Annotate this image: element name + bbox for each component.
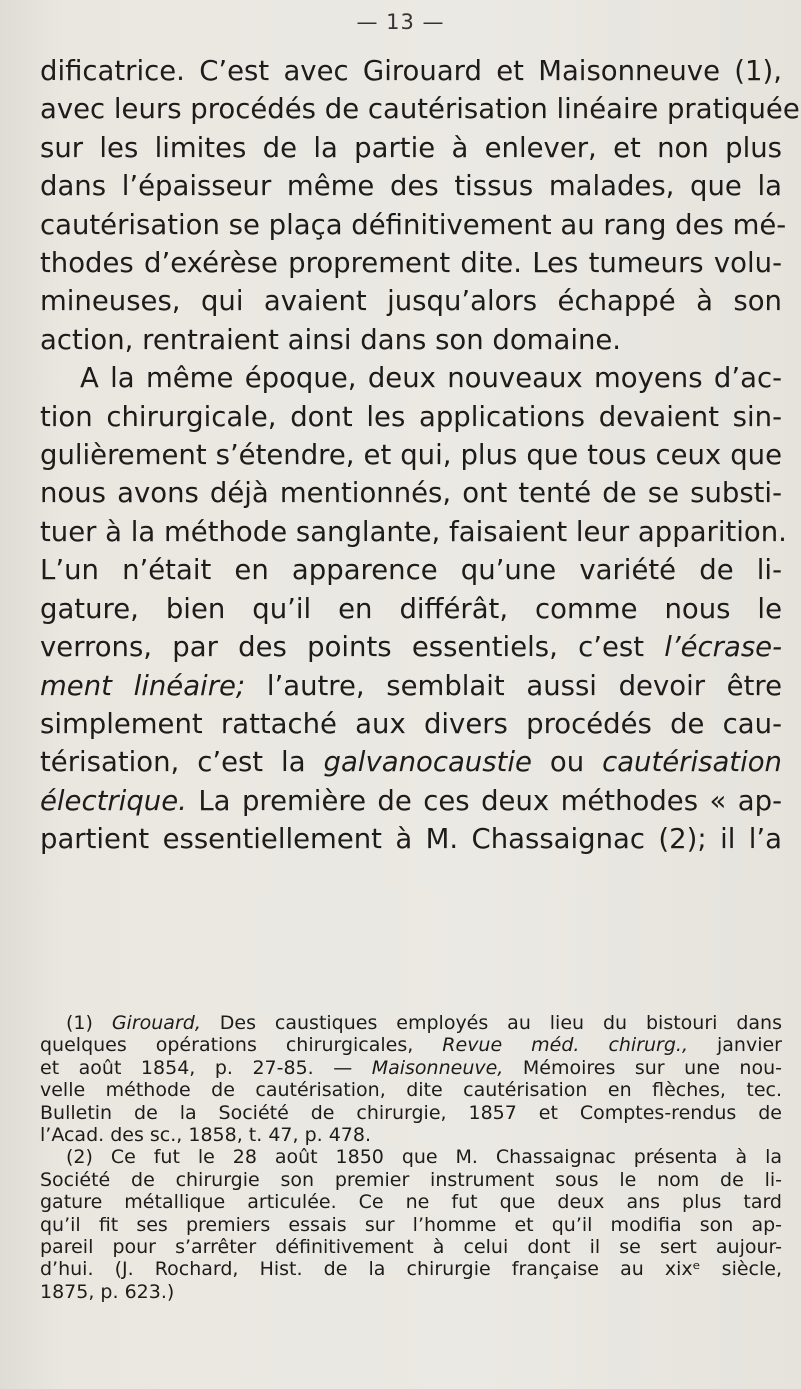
text-run: dans l’épaisseur même des tissus malades, que la — [40, 170, 782, 203]
body-line — [40, 590, 782, 628]
text-run: L’un n’était en apparence qu’une variété de li- — [40, 554, 782, 587]
italic-text: ment linéaire; — [40, 669, 246, 702]
footnote-line — [40, 1124, 782, 1146]
body-line — [40, 52, 782, 90]
italic-text: Girouard, — [111, 1012, 201, 1034]
text-run: térisation, c’est la — [40, 746, 324, 779]
body-line — [40, 167, 782, 205]
text-run: Mémoires sur une nou- — [503, 1056, 782, 1079]
footnote-line — [40, 1102, 782, 1124]
body-line — [40, 244, 782, 282]
text-run: action, rentraient ainsi dans son domaine. — [40, 323, 622, 356]
text-run: quelques opérations chirurgicales, — [40, 1034, 443, 1057]
text-run: partient essentiellement à M. Chassaignac (2); il l’a — [40, 823, 782, 856]
text-run: ou — [531, 746, 603, 779]
text-run: janvier — [688, 1034, 782, 1057]
body-line — [40, 667, 782, 705]
text-run: l’autre, semblait aussi devoir être — [245, 669, 782, 702]
text-run: pareil pour s’arrêter définitivement à celui dont il se sert aujour- — [40, 1236, 782, 1259]
footnote-line — [40, 1146, 782, 1168]
italic-text: Revue méd. chirurg., — [442, 1034, 689, 1057]
text-run: Des caustiques employés au lieu du bistouri dans — [200, 1012, 782, 1034]
body-line — [40, 436, 782, 474]
body-line — [40, 513, 787, 551]
body-line — [40, 129, 782, 167]
body-line — [40, 321, 782, 359]
text-run: qu’il fit ses premiers essais sur l’homme et qu’il modifia son ap- — [40, 1213, 782, 1236]
text-run: A la même époque, deux nouveaux moyens d’ac- — [80, 362, 782, 395]
footnotes — [40, 1012, 782, 1303]
body-line — [40, 820, 782, 858]
text-run: simplement rattaché aux divers procédés de cau- — [40, 707, 782, 740]
body-text — [40, 52, 800, 859]
body-line — [40, 90, 800, 128]
italic-text: l’écrase- — [664, 631, 782, 664]
text-run: tuer à la méthode sanglante, faisaient leur apparition. — [40, 515, 787, 548]
footnote-line — [40, 1281, 782, 1303]
footnote-line — [40, 1214, 782, 1236]
text-run: gature, bien qu’il en différât, comme nous le — [40, 592, 782, 625]
text-run: d’hui. (J. Rochard, Hist. de la chirurgie française au xixᵉ siècle, — [40, 1258, 782, 1281]
footnote-line — [40, 1191, 782, 1213]
text-run: thodes d’exérèse proprement dite. Les tumeurs volu- — [40, 247, 782, 280]
footnote-line — [40, 1236, 782, 1258]
text-run: velle méthode de cautérisation, dite cautérisation en flèches, tec. — [40, 1079, 782, 1102]
text-run: l’Acad. des sc., 1858, t. 47, p. 478. — [40, 1124, 372, 1147]
text-run: mineuses, qui avaient jusqu’alors échappé à son — [40, 285, 782, 318]
footnote-line — [40, 1034, 782, 1056]
text-run: tion chirurgicale, dont les applications devaient sin- — [40, 400, 782, 433]
text-run: avec leurs procédés de cautérisation linéaire pratiquée — [40, 93, 800, 126]
body-line — [40, 474, 782, 512]
text-run: dificatrice. C’est avec Girouard et Maisonneuve (1), — [40, 55, 782, 87]
body-line — [40, 398, 782, 436]
text-run: Bulletin de la Société de chirurgie, 1857 et Comptes-rendus de — [40, 1101, 782, 1124]
text-run: et août 1854, p. 27-85. — — [40, 1056, 372, 1079]
body-line — [40, 782, 782, 820]
footnote-line — [40, 1057, 782, 1079]
text-run: (2) Ce fut le 28 août 1850 que M. Chassaignac présenta à la — [66, 1146, 782, 1169]
page-number: — 13 — — [356, 10, 445, 34]
text-run: gulièrement s’étendre, et qui, plus que tous ceux que — [40, 439, 782, 472]
text-run: sur les limites de la partie à enlever, et non plus — [40, 131, 782, 164]
italic-text: Maisonneuve, — [371, 1056, 504, 1079]
body-line — [40, 551, 782, 589]
text-run: verrons, par des points essentiels, c’est — [40, 631, 665, 664]
italic-text: électrique. — [40, 784, 187, 817]
text-run: nous avons déjà mentionnés, ont tenté de se substi- — [40, 477, 782, 510]
body-line — [40, 628, 782, 666]
body-line — [40, 282, 782, 320]
text-run: La première de ces deux méthodes « ap- — [186, 784, 782, 817]
footnote-line — [40, 1169, 782, 1191]
body-line — [40, 705, 782, 743]
text-run: (1) — [66, 1012, 112, 1034]
text-run: gature métallique articulée. Ce ne fut que deux ans plus tard — [40, 1191, 782, 1214]
text-run: Société de chirurgie son premier instrument sous le nom de li- — [40, 1168, 782, 1191]
italic-text: galvanocaustie — [323, 746, 532, 779]
footnote-line — [40, 1012, 782, 1034]
footnote-line — [40, 1258, 782, 1280]
body-line — [40, 206, 787, 244]
body-line — [40, 359, 782, 397]
footnote-line — [40, 1079, 782, 1101]
italic-text: cautérisation — [602, 746, 782, 779]
text-run: 1875, p. 623.) — [40, 1280, 175, 1303]
text-run: cautérisation se plaça définitivement au rang des mé- — [40, 208, 787, 241]
body-line — [40, 743, 782, 781]
